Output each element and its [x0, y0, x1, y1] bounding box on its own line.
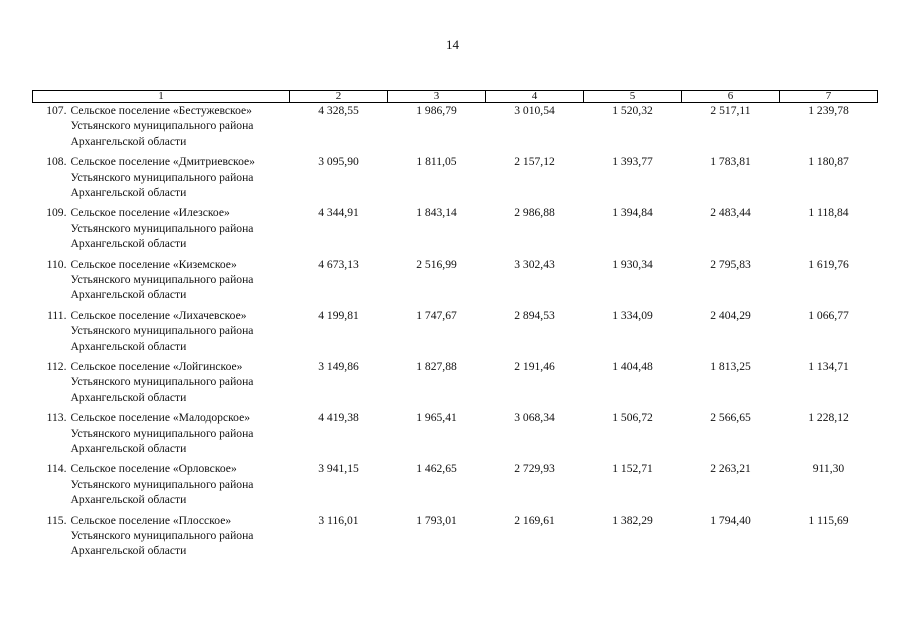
settlement-name-cell	[33, 257, 290, 308]
value-cell: 3 302,43	[514, 257, 555, 271]
settlement-name-line: Устьянского муниципального района	[70, 477, 254, 491]
value-cell: 2 517,11	[710, 104, 751, 117]
value-cell: 1 118,84	[808, 206, 849, 220]
value-cell: 1 115,69	[808, 513, 849, 527]
settlement-name-line: Архангельской области	[70, 339, 187, 353]
value-cell: 1 394,84	[612, 206, 653, 220]
value-cell: 2 986,88	[514, 206, 555, 220]
header-cell: 2	[290, 91, 388, 103]
settlement-name-line: Сельское поселение «Лойгинское»	[70, 359, 243, 373]
settlement-name-line: Архангельской области	[70, 134, 187, 148]
settlement-name-line: Устьянского муниципального района	[70, 272, 254, 286]
settlement-name-line: Сельское поселение «Киземское»	[70, 257, 237, 271]
table-header	[33, 91, 878, 103]
settlement-name-cell	[33, 154, 290, 205]
settlement-name-line: Сельское поселение «Илезское»	[70, 206, 230, 220]
table-row	[33, 513, 878, 564]
settlement-name-line: Сельское поселение «Орловское»	[70, 462, 237, 476]
value-cell: 1 783,81	[710, 155, 751, 169]
value-cell: 1 239,78	[808, 104, 849, 117]
value-cell: 1 986,79	[416, 104, 457, 117]
settlement-name-line: Сельское поселение «Бестужевское»	[70, 104, 252, 117]
value-cell: 1 334,09	[612, 308, 653, 322]
value-cell: 1 827,88	[416, 359, 457, 373]
value-cell: 2 894,53	[514, 308, 555, 322]
settlement-name-cell	[33, 359, 290, 410]
settlement-name-line: Устьянского муниципального района	[70, 324, 254, 338]
value-cell: 1 930,34	[612, 257, 653, 271]
value-cell: 911,30	[812, 462, 845, 476]
value-cell: 2 566,65	[710, 411, 751, 425]
value-cell: 1 228,12	[808, 411, 849, 425]
table-row	[33, 257, 878, 308]
header-row	[33, 91, 878, 103]
header-cell: 4	[486, 91, 584, 103]
row-number: 112.	[46, 359, 67, 373]
settlement-name-cell	[33, 205, 290, 256]
header-cell: 1	[33, 91, 290, 103]
table-body	[33, 103, 878, 564]
value-cell: 1 793,01	[416, 513, 457, 527]
value-cell: 3 149,86	[318, 359, 359, 373]
row-number: 113.	[46, 411, 67, 425]
settlement-name-line: Сельское поселение «Лихачевское»	[70, 308, 247, 322]
settlement-name-line: Архангельской области	[70, 390, 187, 404]
value-cell: 1 393,77	[612, 155, 653, 169]
settlement-name-line: Устьянского муниципального района	[70, 426, 254, 440]
value-cell: 4 673,13	[318, 257, 359, 271]
value-cell: 1 811,05	[416, 155, 457, 169]
value-cell: 2 404,29	[710, 308, 751, 322]
settlement-name-line: Архангельской области	[70, 237, 187, 251]
value-cell: 2 157,12	[514, 155, 555, 169]
settlement-name-line: Архангельской области	[70, 441, 187, 455]
header-cell: 3	[388, 91, 486, 103]
settlement-name-line: Архангельской области	[70, 186, 187, 199]
settlement-name-line: Архангельской области	[70, 544, 187, 558]
value-cell: 1 134,71	[808, 359, 849, 373]
value-cell: 1 066,77	[808, 308, 849, 322]
settlement-name-cell	[33, 410, 290, 461]
settlement-name-line: Устьянского муниципального района	[70, 221, 254, 235]
settlement-name-cell	[33, 513, 290, 564]
settlement-name-line: Архангельской области	[70, 493, 187, 507]
value-cell: 3 010,54	[514, 104, 555, 117]
value-cell: 1 619,76	[808, 257, 849, 271]
value-cell: 1 180,87	[808, 155, 849, 169]
header-cell: 6	[682, 91, 780, 103]
settlement-name-line: Сельское поселение «Малодорское»	[70, 411, 251, 425]
row-number: 111.	[47, 308, 67, 322]
header-cell: 7	[780, 91, 878, 103]
table-row	[33, 461, 878, 512]
value-cell: 4 419,38	[318, 411, 359, 425]
value-cell: 3 068,34	[514, 411, 555, 425]
header-cell: 5	[584, 91, 682, 103]
row-number: 110.	[46, 257, 67, 271]
settlement-name-cell	[33, 103, 290, 155]
settlement-name-line: Устьянского муниципального района	[70, 528, 254, 542]
value-cell: 2 263,21	[710, 462, 751, 476]
table-row	[33, 205, 878, 256]
settlement-name-line: Устьянского муниципального района	[70, 119, 254, 133]
value-cell: 1 747,67	[416, 308, 457, 322]
page-number: 14	[446, 37, 459, 52]
value-cell: 1 813,25	[710, 359, 751, 373]
value-cell: 4 199,81	[318, 308, 359, 322]
value-cell: 3 941,15	[318, 462, 359, 476]
value-cell: 1 506,72	[612, 411, 653, 425]
table-row	[33, 308, 878, 359]
table-row	[33, 103, 878, 155]
table-row	[33, 359, 878, 410]
value-cell: 2 483,44	[710, 206, 751, 220]
value-cell: 2 516,99	[416, 257, 457, 271]
settlement-name-line: Устьянского муниципального района	[70, 170, 254, 184]
value-cell: 1 965,41	[416, 411, 457, 425]
value-cell: 4 328,55	[318, 104, 359, 117]
row-number: 109.	[46, 206, 67, 220]
value-cell: 2 191,46	[514, 359, 555, 373]
settlement-name-line: Сельское поселение «Плосское»	[70, 513, 232, 527]
table-row	[33, 410, 878, 461]
settlement-name-line: Архангельской области	[70, 288, 187, 302]
settlement-name-cell	[33, 308, 290, 359]
value-cell: 1 382,29	[612, 513, 653, 527]
value-cell: 4 344,91	[318, 206, 359, 220]
value-cell: 1 462,65	[416, 462, 457, 476]
row-number: 108.	[46, 155, 67, 169]
value-cell: 1 794,40	[710, 513, 751, 527]
value-cell: 2 729,93	[514, 462, 555, 476]
settlement-name-cell	[33, 461, 290, 512]
row-number: 114.	[46, 462, 67, 476]
settlement-name-line: Сельское поселение «Дмитриевское»	[70, 155, 255, 169]
value-cell: 1 520,32	[612, 104, 653, 117]
row-number: 115.	[46, 513, 67, 527]
table-row	[33, 154, 878, 205]
data-table	[32, 90, 878, 564]
value-cell: 1 843,14	[416, 206, 457, 220]
value-cell: 2 169,61	[514, 513, 555, 527]
value-cell: 3 116,01	[318, 513, 359, 527]
value-cell: 1 152,71	[612, 462, 653, 476]
row-number: 107.	[46, 104, 67, 117]
value-cell: 3 095,90	[318, 155, 359, 169]
value-cell: 1 404,48	[612, 359, 653, 373]
value-cell: 2 795,83	[710, 257, 751, 271]
settlement-name-line: Устьянского муниципального района	[70, 375, 254, 389]
